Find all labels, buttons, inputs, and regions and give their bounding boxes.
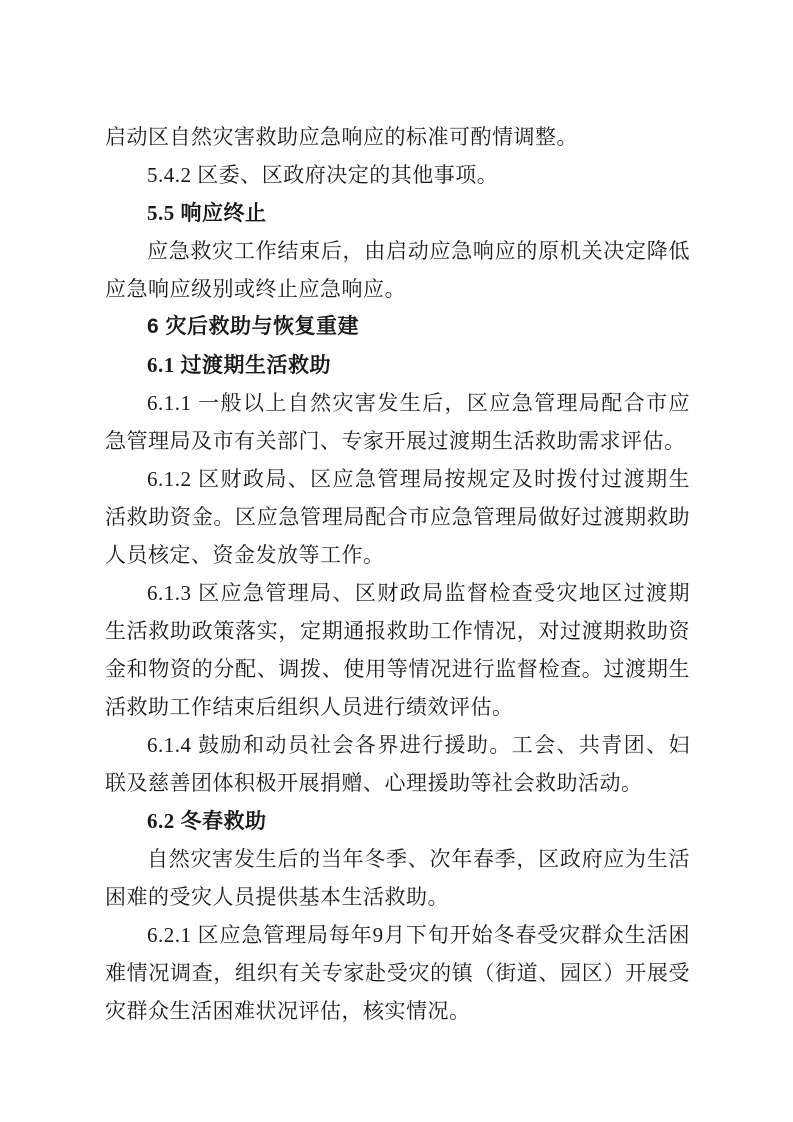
paragraph-6-1-4: 6.1.4 鼓励和动员社会各界进行援助。工会、共青团、妇联及慈善团体积极开展捐赠、心理援助等社会救助活动。 [105, 733, 690, 795]
section-heading-6-1: 6.1 过渡期生活救助 [147, 353, 331, 377]
section-heading-6-2: 6.2 冬春救助 [147, 809, 267, 833]
paragraph-response-termination: 应急救灾工作结束后，由启动应急响应的原机关决定降低应急响应级别或终止应急响应。 [105, 239, 690, 301]
section-heading-5-5: 5.5 响应终止 [147, 201, 267, 225]
paragraph-6-1-2: 6.1.2 区财政局、区应急管理局按规定及时拨付过渡期生活救助资金。区应急管理局配合市应急管理局做好过渡期救助人员核定、资金发放等工作。 [105, 467, 690, 567]
paragraph-winter-spring-intro: 自然灾害发生后的当年冬季、次年春季，区政府应为生活困难的受灾人员提供基本生活救助。 [105, 847, 690, 909]
chapter-heading-6: 6 灾后救助与恢复重建 [147, 315, 360, 338]
paragraph-6-2-1: 6.2.1 区应急管理局每年9月下旬开始冬春受灾群众生活困难情况调查，组织有关专家赴受灾的镇（街道、园区）开展受灾群众生活困难状况评估，核实情况。 [105, 923, 690, 1023]
paragraph-5-4-2: 5.4.2 区委、区政府决定的其他事项。 [147, 163, 499, 187]
document-text-block [105, 118, 690, 1030]
paragraph-6-1-1: 6.1.1 一般以上自然灾害发生后，区应急管理局配合市应急管理局及市有关部门、专家开展过渡期生活救助需求评估。 [105, 391, 690, 453]
paragraph-6-1-3: 6.1.3 区应急管理局、区财政局监督检查受灾地区过渡期生活救助政策落实，定期通报救助工作情况，对过渡期救助资金和物资的分配、调拨、使用等情况进行监督检查。过渡期生活救助工作结束后组织人员进行绩效评估。 [105, 581, 690, 719]
paragraph-continuation: 启动区自然灾害救助应急响应的标准可酌情调整。 [105, 125, 578, 149]
